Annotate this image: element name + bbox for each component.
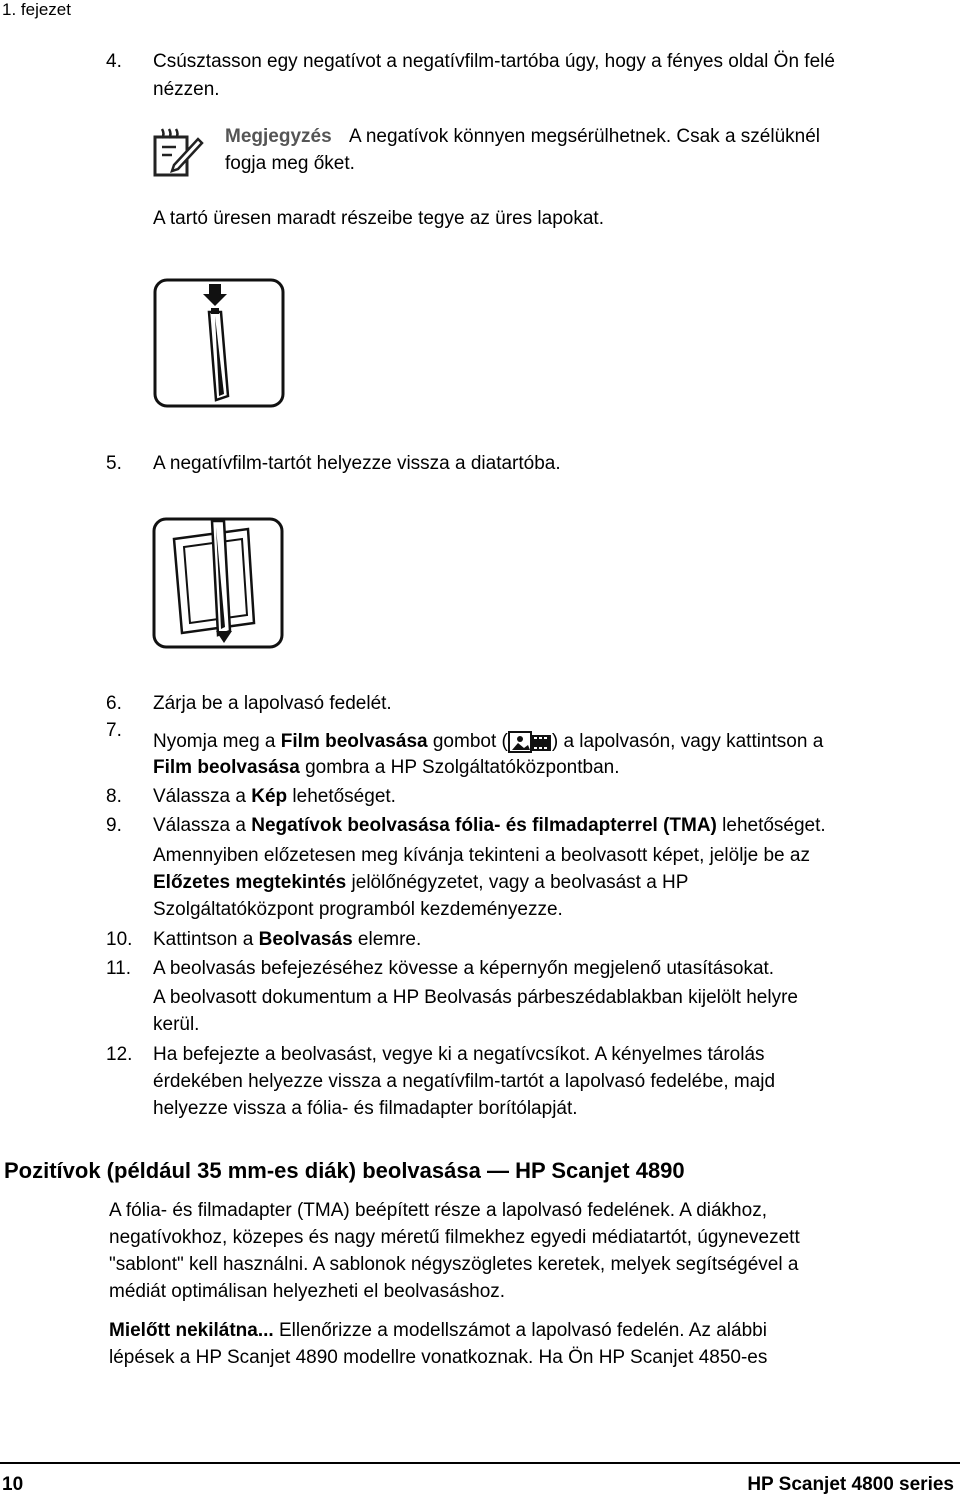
footer-divider: [0, 1462, 960, 1464]
footer-product: HP Scanjet 4800 series: [747, 1474, 954, 1495]
step-number: 4.: [106, 51, 122, 72]
note-cont: [225, 153, 355, 175]
step-text: A negatívfilm-tartót helyezze vissza a diatartóba.: [153, 453, 561, 474]
step-text: nézzen.: [153, 79, 220, 100]
step-text: Csúsztasson egy negatívot a negatívfilm-tartóba úgy, hogy a fényes oldal Ön felé: [153, 51, 835, 72]
slide-holder-illustration: [152, 517, 284, 649]
chapter-header: 1. fejezet: [2, 0, 71, 19]
step-number: 11.: [106, 958, 132, 979]
before-you-start-label: Mielőtt nekilátna...: [109, 1320, 274, 1341]
step-number: 10.: [106, 929, 133, 950]
before-you-start-paragraph: Mielőtt nekilátna... Ellenőrizze a modellszámot a lapolvasó fedelén. Az alábbi lépések a HP Scanjet 4890 modellre vonatkoznak. Ha Ön HP Scanjet 4850-es: [109, 1320, 768, 1368]
step-number: 5.: [106, 453, 122, 474]
step-number: 12.: [106, 1044, 133, 1065]
note: [225, 126, 820, 148]
note-label: Megjegyzés: [225, 126, 332, 147]
note-text: A negatívok könnyen megsérülhetnek. Csak a szélüknél: [348, 126, 820, 147]
step-number: 7.: [106, 720, 122, 741]
film-scan-button-icon: [508, 730, 552, 754]
film-holder-insert-illustration: [153, 278, 285, 408]
step-text: A tartó üresen maradt részeibe tegye az üres lapokat.: [153, 208, 604, 229]
section-heading: Pozitívok (például 35 mm-es diák) beolvasása — HP Scanjet 4890: [4, 1158, 685, 1183]
note-text: fogja meg őket.: [225, 153, 355, 174]
step-text: Zárja be a lapolvasó fedelét.: [153, 693, 392, 714]
film-scan-bold: Film beolvasása: [280, 731, 428, 753]
page-number: 10: [2, 1474, 24, 1495]
note-pencil-icon: [152, 127, 204, 179]
step-number: 8.: [106, 786, 122, 807]
step-number: 9.: [106, 815, 122, 836]
step-number: 6.: [106, 693, 122, 714]
section-paragraph: A fólia- és filmadapter (TMA) beépített része a lapolvasó fedelének. A diákhoz, negatívokhoz, közepes és nagy méretű filmekhez egyedi médiatartót, úgynevezett "sablont" kell használni. A sablonok négyszögletes keretek, melyek segítségével a médiát optimálisan helyezheti el beolvasáshoz.: [109, 1200, 800, 1302]
